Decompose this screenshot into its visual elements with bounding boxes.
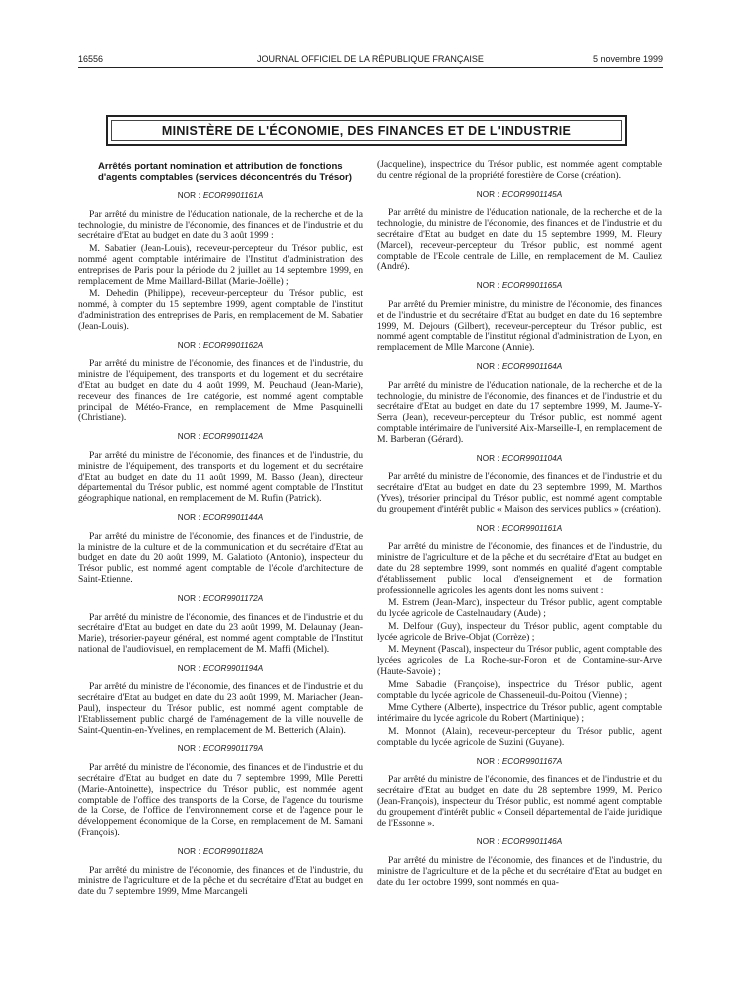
decree-paragraph: M. Monnot (Alain), receveur-percepteur du Trésor public, agent comptable du lycée agricole de Suzini (Guyane). [377,726,662,748]
header-rule [78,67,663,68]
decree-paragraph: Par arrêté du ministre de l'économie, des finances et de l'industrie et du secrétaire d'Etat au budget en date du 23 septembre 1999, M. Marthos (Yves), trésorier principal du Trésor public, est nommé agent comptable du groupement d'intérêt public « Maison des services publics » (création). [377,471,662,515]
nor-code: ECOR9901145A [501,189,563,199]
left-column [78,160,363,990]
nor-reference [78,432,363,443]
nor-code: ECOR9901161A [202,191,264,200]
nor-label: NOR : [476,837,502,847]
nor-label: NOR : [177,846,203,856]
nor-code: ECOR9901104A [501,453,563,463]
decree-paragraph: Par arrêté du ministre de l'économie, des finances et de l'industrie, du ministre de l'équipement, des transports et du logement et du secrétaire d'Etat au budget en date du 11 août 1999, M. Basso (Jean), directeur départemental du Trésor public, est nommé agent comptable de l'Institut géographique national, en remplacement de M. Rufin (Patrick). [78,449,363,505]
nor-label: NOR : [476,453,502,463]
right-column [377,160,662,990]
nor-code: ECOR9901179A [202,744,264,754]
decree-paragraph: M. Meynent (Pascal), inspecteur du Trésor public, agent comptable des lycées agricoles de La Roche-sur-Foron et de Contamine-sur-Arve (Haute-Savoie) ; [377,644,662,678]
decree-paragraph: Par arrêté du ministre de l'économie, des finances et de l'industrie, de la ministre de la culture et de la communication et du secrétaire d'Etat au budget en date du 20 août 1999, M. Galatioto (Antonio), inspecteur du Trésor public, est nommé agent comptable de l'école d'architecture de Saint-Etienne. [78,530,363,585]
right-column-blocks [377,190,662,889]
nor-label: NOR : [177,432,203,442]
nor-label: NOR : [177,191,203,200]
nor-reference [377,757,662,768]
nor-label: NOR : [177,593,203,603]
ministry-title: MINISTÈRE DE L'ÉCONOMIE, DES FINANCES ET DE L'INDUSTRIE [161,123,572,138]
nor-code: ECOR9901146A [501,837,563,847]
continuation-text: (Jacqueline), inspectrice du Trésor public, est nommée agent comptable du centre régional de la propriété forestière de Corse (création). [377,160,662,181]
nor-label: NOR : [476,361,502,371]
nor-code: ECOR9901144A [202,512,264,522]
nor-code: ECOR9901161A [501,523,563,533]
decree-paragraph: Par arrêté du ministre de l'économie, des finances et de l'industrie, du ministre de l'équipement, des transports et du logement et du secrétaire d'Etat au budget en date du 4 août 1999, M. Peuchaud (Jean-Marie), receveur des finances de 1re catégorie, est nommé agent comptable principal de Météo-France, en remplacement de Mme Pasquinelli (Christiane). [78,358,363,424]
nor-reference [78,341,363,352]
left-column-blocks [78,191,363,898]
ministry-banner [106,115,627,146]
decree-paragraph: M. Sabatier (Jean-Louis), receveur-percepteur du Trésor public, est nommé agent comptable intérimaire de l'Institut d'administration des entreprises de Paris pour la période du 2 juillet au 14 septembre 1999, en remplacement de Mme Maillard-Billat (Marie-Joëlle) ; [78,243,363,287]
decree-paragraph: Mme Cythere (Alberte), inspectrice du Trésor public, agent comptable intérimaire du lycée agricole du Robert (Martinique) ; [377,702,662,725]
decree-paragraph: Par arrêté du ministre de l'éducation nationale, de la recherche et de la technologie, du ministre de l'économie, des finances et de l'industrie et du secrétaire d'Etat au budget en date du 3 août 1999 : [78,208,363,242]
decree-paragraph: Par arrêté du ministre de l'économie, des finances et de l'industrie et du secrétaire d'Etat au budget en date du 23 août 1999, M. Mariacher (Jean-Paul), inspecteur du Trésor public, est nommé agent comptable de l'Etablissement public chargé de l'aménagement de la ville nouvelle de Saint-Quentin-en-Yvelines, en remplacement de M. Betterich (Alain). [78,681,363,736]
nor-reference [78,513,363,524]
nor-label: NOR : [177,512,203,522]
nor-label: NOR : [476,281,502,291]
decree-paragraph: M. Estrem (Jean-Marc), inspecteur du Trésor public, agent comptable du lycée agricole de Castelnaudary (Aude) ; [377,597,662,620]
nor-code: ECOR9901194A [202,663,264,673]
nor-code: ECOR9901142A [202,432,264,442]
nor-reference [78,594,363,605]
decree-paragraph: M. Delfour (Guy), inspecteur du Trésor public, agent comptable du lycée agricole de Brive-Objat (Corrèze) ; [377,620,662,643]
journal-title: JOURNAL OFFICIEL DE LA RÉPUBLIQUE FRANÇAISE [257,54,484,64]
running-head [78,51,663,67]
decree-paragraph: Par arrêté du ministre de l'éducation nationale, de la recherche et de la technologie, du ministre de l'économie, des finances et de l'industrie et du secrétaire d'Etat au budget en date du 17 septembre 1999, M. Jaume-Y-Serra (Jean), receveur-percepteur du Trésor public, est nommé agent comptable intérimaire de l'université Aix-Marseille-I, en remplacement de M. Barberan (Gérard). [377,379,662,445]
nor-reference [377,281,662,292]
decree-paragraph: Par arrêté du ministre de l'économie, des finances et de l'industrie, du ministre de l'agriculture et de la pêche et du secrétaire d'Etat au budget en date du 28 septembre 1999, sont nommés en qualité d'agent comptable d'établissement public local d'enseignement et de formation professionnelle agricoles les agents dont les noms suivent : [377,541,662,596]
nor-code: ECOR9901165A [501,281,563,291]
nor-label: NOR : [177,744,203,754]
nor-reference [377,362,662,373]
decree-paragraph: Par arrêté du ministre de l'économie, des finances et de l'industrie et du secrétaire d'Etat au budget en date du 7 septembre 1999, Mlle Peretti (Marie-Antoinette), inspectrice du Trésor public, est nommée agent comptable de l'office des transports de la Corse, de l'agence du tourisme de la Corse, de l'office de l'environnement corse et de l'agence pour le développement économique de la Corse, en remplacement de M. Samani (François). [78,762,363,839]
nor-reference [78,847,363,858]
nor-label: NOR : [476,189,502,199]
issue-date: 5 novembre 1999 [592,54,663,64]
decree-paragraph: Par arrêté du ministre de l'éducation nationale, de la recherche et de la technologie, du ministre de l'économie, des finances et de l'industrie et du secrétaire d'Etat au budget en date du 15 septembre 1999, M. Fleury (Marcel), receveur-percepteur du Trésor public, est nommé agent comptable de l'Ecole centrale de Lille, en remplacement de M. Cauliez (André). [377,207,662,273]
decree-paragraph: Par arrêté du ministre de l'économie, des finances et de l'industrie et du secrétaire d'Etat au budget en date du 28 septembre 1999, M. Perico (Jean-François), inspecteur du Trésor public, est nommé agent comptable du groupement d'intérêt public « Conseil départemental de l'aide juridique de l'Essonne ». [377,774,662,829]
nor-code: ECOR9901162A [202,340,264,350]
nor-reference [377,837,662,848]
nor-label: NOR : [177,340,203,350]
nor-reference [78,664,363,675]
decree-paragraph: M. Dehedin (Philippe), receveur-percepteur du Trésor public, est nommé, à compter du 15 septembre 1999, agent comptable de l'institut d'administration des entreprises de Paris, en remplacement de M. Sabatier (Jean-Louis). [78,288,363,332]
page-number: 16556 [78,54,104,64]
decree-paragraph: Par arrêté du Premier ministre, du ministre de l'économie, des finances et de l'industrie et du secrétaire d'Etat au budget en date du 16 septembre 1999, M. Dejours (Gilbert), receveur-percepteur du Trésor public, est nommé agent comptable de l'institut régional d'administration de Lyon, en remplacement de Mlle Marcone (Annie). [377,298,662,354]
nor-label: NOR : [177,663,203,673]
nor-reference [377,524,662,535]
nor-code: ECOR9901167A [501,756,563,766]
nor-code: ECOR9901164A [501,361,563,371]
nor-label: NOR : [476,523,502,533]
nor-reference [377,190,662,201]
decree-paragraph: Par arrêté du ministre de l'économie, des finances et de l'industrie et du secrétaire d'Etat au budget en date du 23 août 1999, M. Delaunay (Jean-Marie), trésorier-payeur général, est nommé agent comptable de l'Institut national de l'audiovisuel, en remplacement de M. Maffi (Michel). [78,611,363,655]
nor-reference [377,454,662,465]
nor-label: NOR : [476,756,502,766]
nor-reference [78,744,363,755]
decree-paragraph: Par arrêté du ministre de l'économie, des finances et de l'industrie, du ministre de l'agriculture et de la pêche et du secrétaire d'Etat au budget en date du 1er octobre 1999, sont nommés en qua- [377,855,662,888]
nor-reference [78,191,363,202]
nor-code: ECOR9901182A [202,846,264,856]
decree-paragraph: Par arrêté du ministre de l'économie, des finances et de l'industrie, du ministre de l'agriculture et de la pêche et du secrétaire d'Etat au budget en date du 7 septembre 1999, Mme Marcangeli [78,864,363,898]
nor-code: ECOR9901172A [202,593,264,603]
section-heading: Arrêtés portant nomination et attribution de fonctions d'agents comptables (services déconcentrés du Trésor) [98,161,352,183]
decree-paragraph: Mme Sabadie (Françoise), inspectrice du Trésor public, agent comptable du lycée agricole de Chasseneuil-du-Poitou (Vienne) ; [377,678,662,701]
